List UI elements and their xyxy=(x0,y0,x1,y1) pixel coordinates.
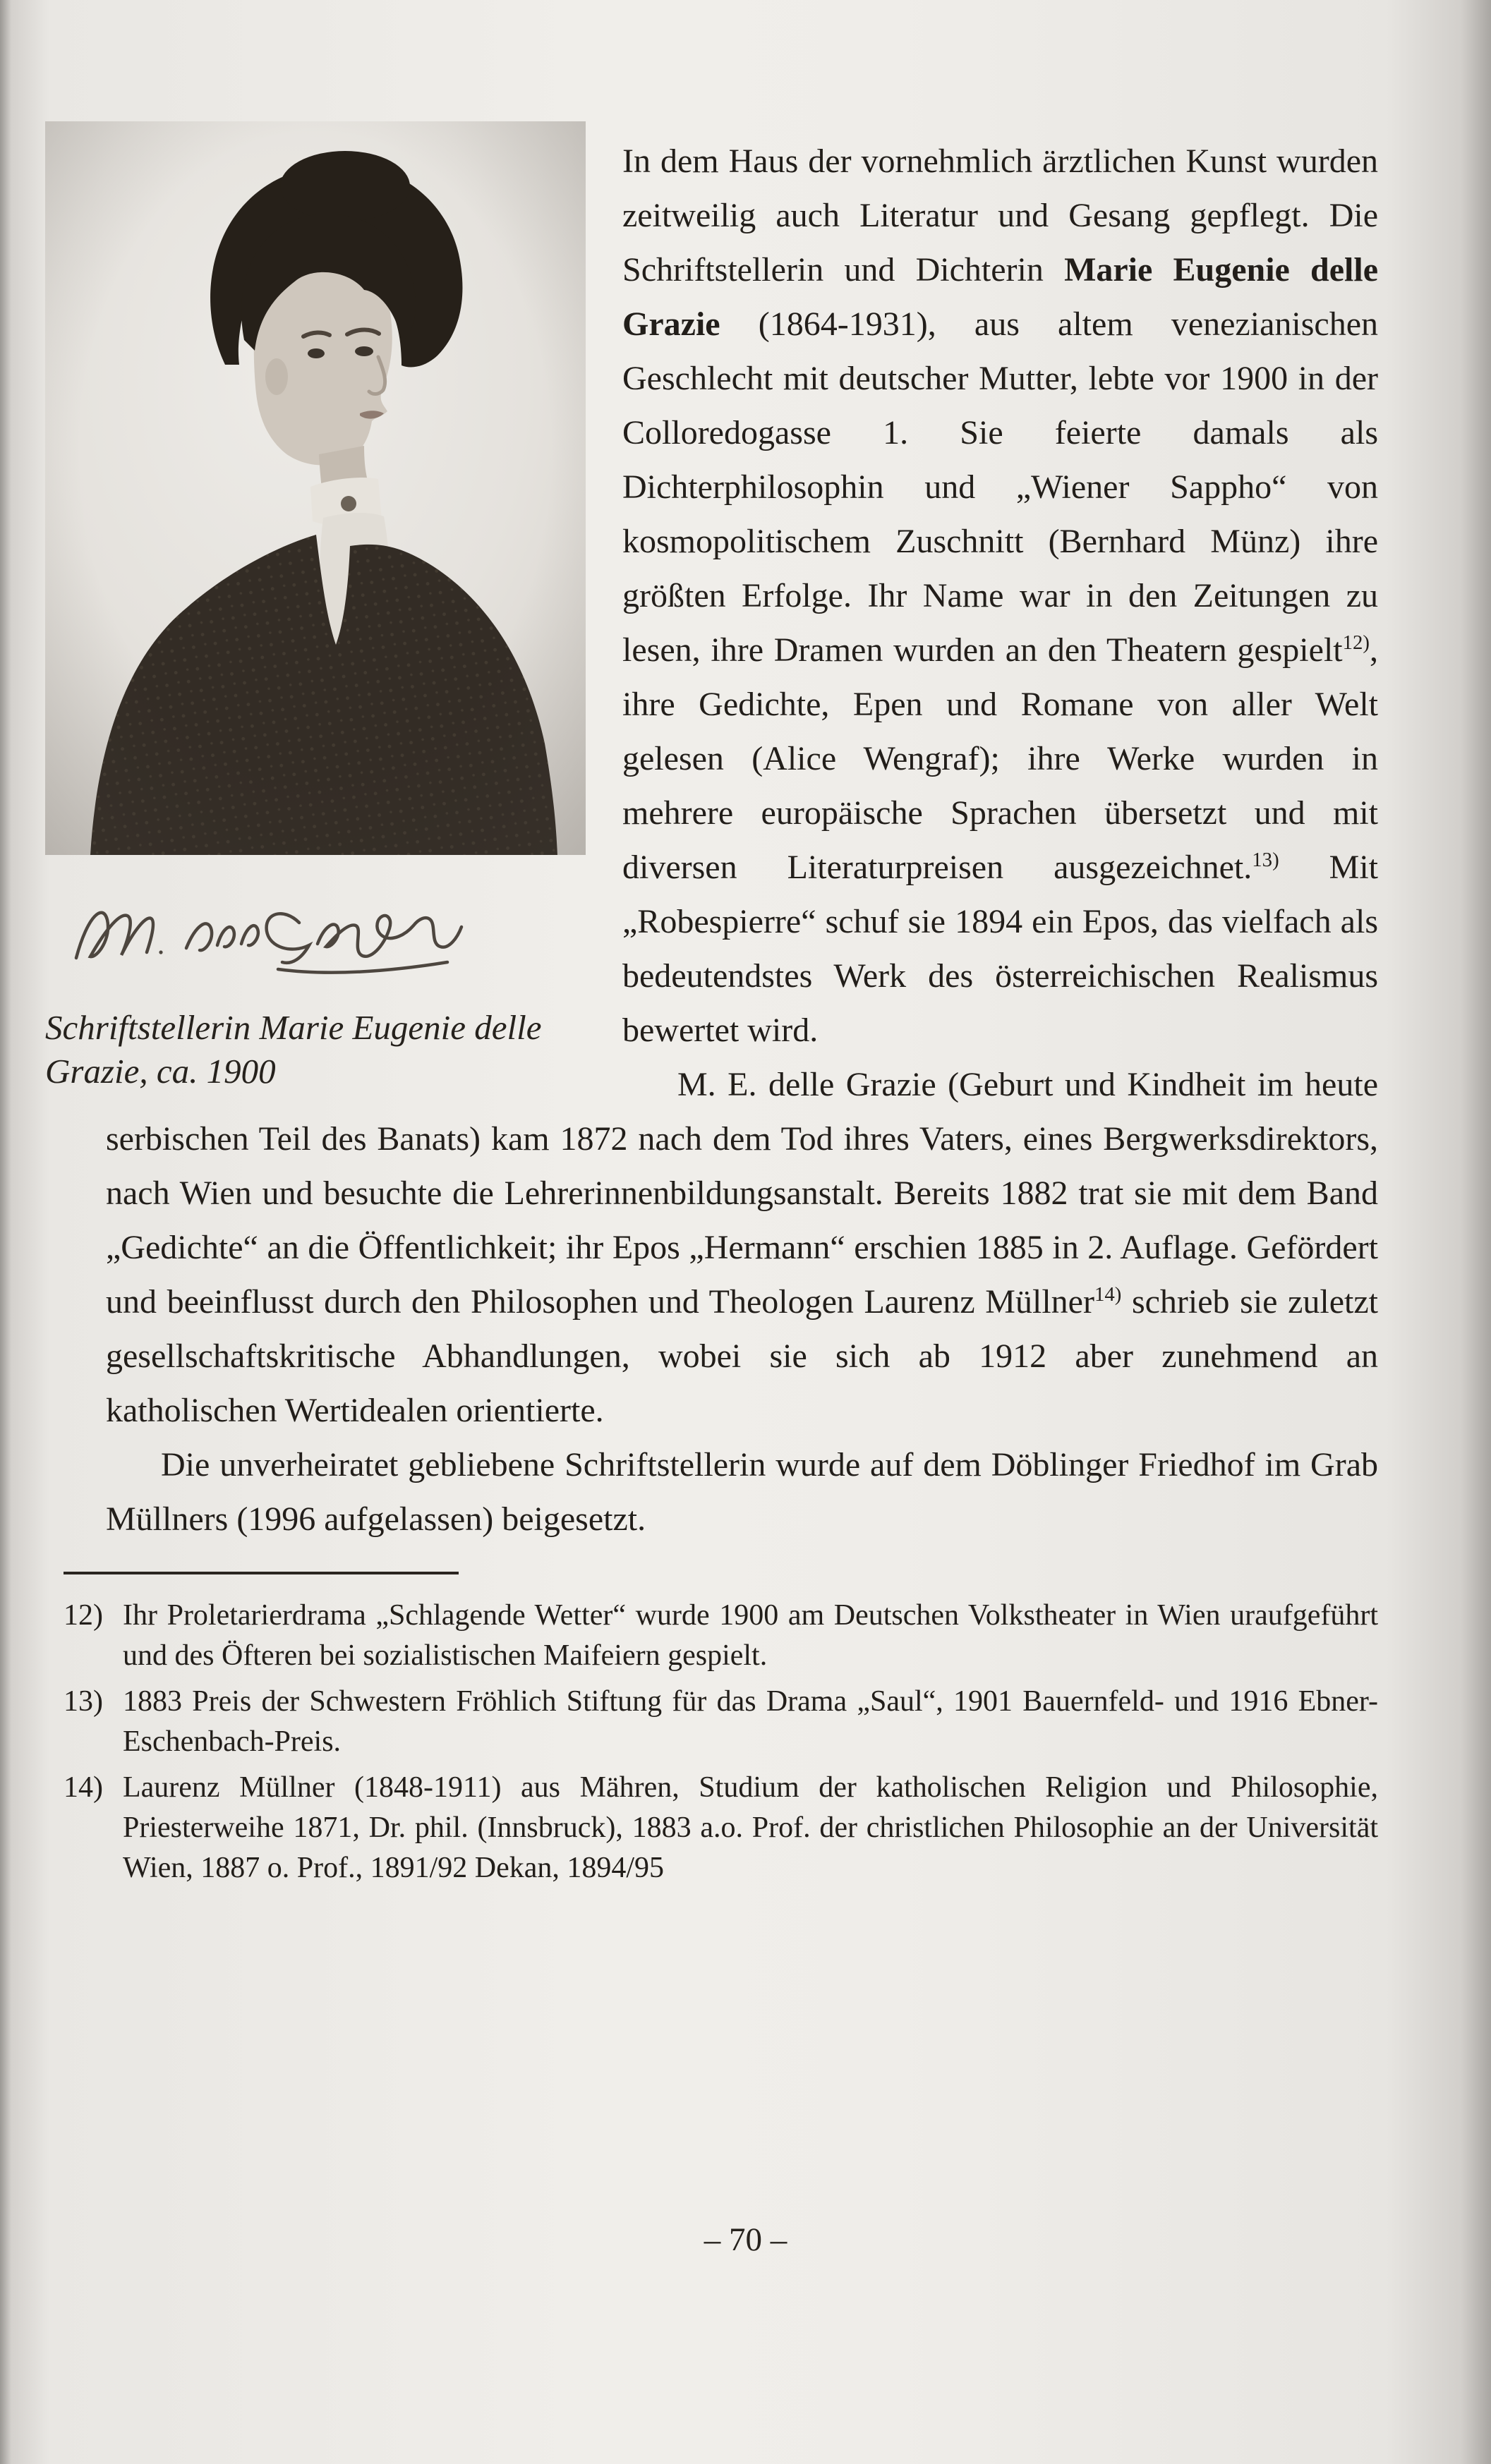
footnote-item xyxy=(64,1682,1378,1762)
footnote-number: 12) xyxy=(64,1599,103,1632)
page-number: – 70 – xyxy=(704,2221,787,2258)
footnote-text: 1883 Preis der Schwestern Fröhlich Stiftung für das Drama „Saul“, 1901 Bauernfeld- und 1916 Ebner-Eschenbach-Preis. xyxy=(123,1685,1378,1758)
footnote-item xyxy=(64,1596,1378,1676)
portrait-photo xyxy=(45,121,586,855)
handwritten-signature xyxy=(66,879,490,985)
footnote-rule xyxy=(64,1572,459,1574)
footnote-number: 14) xyxy=(64,1771,103,1804)
paragraph-1: In dem Haus der vornehmlich ärztlichen Kunst wurden zeitweilig auch Literatur und Gesang gepflegt. Die Schriftstellerin und Dichterin Marie Eugenie delle Grazie (1864-1931), aus altem venezianischen Geschlecht mit deutscher Mutter, lebte vor 1900 in der Colloredogasse 1. Sie feierte damals als Dichterphilosophin und „Wiener Sappho“ von kosmopolitischem Zuschnitt (Bernhard Münz) ihre größten Erfolge. Ihr Name war in den Zeitungen zu lesen, ihre Dramen wurden an den Theatern gespielt$^{12)}$, ihre Gedichte, Epen und Romane von aller Welt gelesen (Alice Wengraf); ihre Werke wurden in mehrere europäische Sprachen übersetzt und mit diversen Literaturpreisen ausgezeichnet.$^{13)}$ Mit „Robespierre“ schuf sie 1894 ein Epos, das vielfach als bedeutendstes Werk des österreichischen Realismus bewertet wird. xyxy=(622,142,1378,1049)
figure-block xyxy=(45,121,586,1093)
page-content xyxy=(45,134,1378,1894)
footnote-text: Ihr Proletarierdrama „Schlagende Wetter“ wurde 1900 am Deutschen Volkstheater in Wien uraufgeführt und des Öfteren bei sozialistischen Maifeiern gespielt. xyxy=(123,1599,1378,1672)
portrait-photo-image xyxy=(45,121,586,855)
footnotes-section xyxy=(64,1596,1378,1888)
footnote-item xyxy=(64,1768,1378,1888)
signature-image xyxy=(66,879,490,985)
figure-caption: Schriftstellerin Marie Eugenie delle Grazie, ca. 1900 xyxy=(45,1008,542,1091)
footnote-number: 13) xyxy=(64,1685,103,1718)
paragraph-2: M. E. delle Grazie (Geburt und Kindheit im heute serbischen Teil des Banats) kam 1872 nach dem Tod ihres Vaters, eines Bergwerksdirektors, nach Wien und besuchte die Lehrerinnenbildungsanstalt. Bereits 1882 trat sie mit dem Band „Gedichte“ an die Öffentlichkeit; ihr Epos „Hermann“ erschien 1885 in 2. Auflage. Gefördert und beeinflusst durch den Philosophen und Theologen Laurenz Müllner$^{14)}$ schrieb sie zuletzt gesellschaftskritische Abhandlungen, wobei sie sich ab 1912 aber zunehmend an katholischen Wertidealen orientierte. xyxy=(106,1066,1378,1429)
footnote-text: Laurenz Müllner (1848-1911) aus Mähren, Studium der katholischen Religion und Philosophie, Priesterweihe 1871, Dr. phil. (Innsbruck), 1883 a.o. Prof. der christlichen Philosophie an der Universität Wien, 1887 o. Prof., 1891/92 Dekan, 1894/95 xyxy=(123,1771,1378,1884)
paragraph-3: Die unverheiratet gebliebene Schriftstellerin wurde auf dem Döblinger Friedhof im Grab Müllners (1996 aufgelassen) beigesetzt. xyxy=(106,1446,1378,1538)
